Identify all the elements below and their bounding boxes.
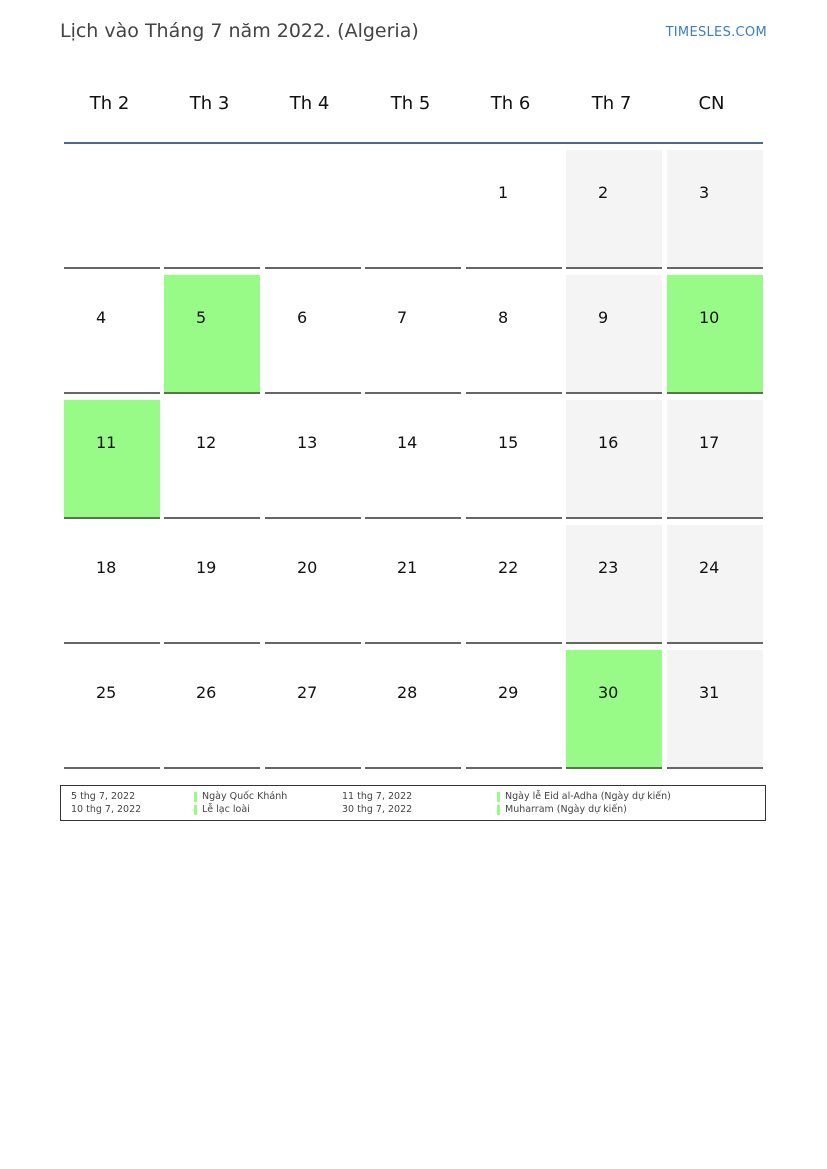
legend-color-swatch bbox=[194, 792, 197, 802]
calendar-day-cell[interactable] bbox=[466, 150, 562, 269]
day-number: 16 bbox=[598, 433, 619, 452]
calendar-day-cell[interactable] bbox=[164, 650, 260, 769]
calendar-day-cell[interactable] bbox=[566, 275, 662, 394]
day-number: 10 bbox=[699, 308, 720, 327]
legend-holiday-name bbox=[497, 804, 627, 815]
holiday-legend bbox=[60, 785, 766, 821]
calendar-day-cell[interactable] bbox=[566, 400, 662, 519]
weekday-sat: Th 7 bbox=[591, 93, 632, 114]
day-number: 20 bbox=[297, 558, 318, 577]
weekday-wed: Th 4 bbox=[289, 93, 330, 114]
calendar-empty-cell bbox=[365, 150, 461, 269]
calendar-day-cell[interactable] bbox=[466, 275, 562, 394]
legend-holiday-label: Ngày Quốc Khánh bbox=[202, 791, 288, 802]
legend-holiday-name bbox=[194, 804, 250, 815]
weekday-sun: CN bbox=[698, 93, 725, 114]
day-number: 27 bbox=[297, 683, 318, 702]
day-number: 24 bbox=[699, 558, 720, 577]
calendar-day-cell[interactable] bbox=[265, 525, 361, 644]
calendar-day-cell[interactable] bbox=[365, 650, 461, 769]
calendar-holiday-cell[interactable] bbox=[667, 275, 763, 394]
calendar-day-cell[interactable] bbox=[566, 525, 662, 644]
legend-holiday-name bbox=[497, 791, 671, 802]
calendar-holiday-cell[interactable] bbox=[566, 650, 662, 769]
day-number: 31 bbox=[699, 683, 720, 702]
weekday-tue: Th 3 bbox=[189, 93, 230, 114]
calendar-day-cell[interactable] bbox=[667, 400, 763, 519]
day-number: 5 bbox=[196, 308, 207, 327]
legend-holiday-label: Ngày lễ Eid al-Adha (Ngày dự kiến) bbox=[505, 791, 671, 802]
calendar-day-cell[interactable] bbox=[164, 525, 260, 644]
brand-link[interactable]: TIMESLES.COM bbox=[665, 25, 767, 40]
calendar-day-cell[interactable] bbox=[566, 150, 662, 269]
legend-holiday-name bbox=[194, 791, 287, 802]
day-number: 30 bbox=[598, 683, 619, 702]
day-number: 12 bbox=[196, 433, 217, 452]
day-number: 4 bbox=[96, 308, 107, 327]
calendar-day-cell[interactable] bbox=[265, 275, 361, 394]
calendar-day-cell[interactable] bbox=[667, 650, 763, 769]
calendar-day-cell[interactable] bbox=[466, 525, 562, 644]
day-number: 13 bbox=[297, 433, 318, 452]
calendar-day-cell[interactable] bbox=[265, 650, 361, 769]
day-number: 29 bbox=[498, 683, 519, 702]
day-number: 28 bbox=[397, 683, 418, 702]
calendar-day-cell[interactable] bbox=[667, 525, 763, 644]
day-number: 8 bbox=[498, 308, 509, 327]
day-number: 9 bbox=[598, 308, 609, 327]
legend-date: 11 thg 7, 2022 bbox=[342, 791, 413, 802]
day-number: 11 bbox=[96, 433, 117, 452]
day-number: 15 bbox=[498, 433, 519, 452]
legend-color-swatch bbox=[194, 805, 197, 815]
day-number: 25 bbox=[96, 683, 117, 702]
weekday-thu: Th 5 bbox=[390, 93, 431, 114]
calendar-day-cell[interactable] bbox=[64, 525, 160, 644]
day-number: 26 bbox=[196, 683, 217, 702]
day-number: 18 bbox=[96, 558, 117, 577]
legend-color-swatch bbox=[497, 792, 500, 802]
calendar-day-cell[interactable] bbox=[466, 650, 562, 769]
calendar-day-cell[interactable] bbox=[466, 400, 562, 519]
calendar-day-cell[interactable] bbox=[667, 150, 763, 269]
calendar-empty-cell bbox=[265, 150, 361, 269]
calendar-day-cell[interactable] bbox=[64, 275, 160, 394]
calendar-day-cell[interactable] bbox=[64, 650, 160, 769]
day-number: 2 bbox=[598, 183, 609, 202]
legend-holiday-label: Lễ lạc loài bbox=[202, 804, 250, 815]
calendar-day-cell[interactable] bbox=[164, 400, 260, 519]
day-number: 22 bbox=[498, 558, 519, 577]
calendar-holiday-cell[interactable] bbox=[164, 275, 260, 394]
page-title: Lịch vào Tháng 7 năm 2022. (Algeria) bbox=[60, 20, 419, 42]
day-number: 19 bbox=[196, 558, 217, 577]
calendar-empty-cell bbox=[64, 150, 160, 269]
day-number: 6 bbox=[297, 308, 308, 327]
day-number: 3 bbox=[699, 183, 710, 202]
weekday-fri: Th 6 bbox=[490, 93, 531, 114]
legend-color-swatch bbox=[497, 805, 500, 815]
day-number: 7 bbox=[397, 308, 408, 327]
weekday-mon: Th 2 bbox=[89, 93, 130, 114]
day-number: 1 bbox=[498, 183, 509, 202]
calendar-day-cell[interactable] bbox=[365, 525, 461, 644]
day-number: 17 bbox=[699, 433, 720, 452]
legend-date: 30 thg 7, 2022 bbox=[342, 804, 413, 815]
calendar-day-cell[interactable] bbox=[365, 400, 461, 519]
legend-date: 10 thg 7, 2022 bbox=[71, 804, 142, 815]
day-number: 14 bbox=[397, 433, 418, 452]
calendar-empty-cell bbox=[164, 150, 260, 269]
calendar-holiday-cell[interactable] bbox=[64, 400, 160, 519]
day-number: 21 bbox=[397, 558, 418, 577]
day-number: 23 bbox=[598, 558, 619, 577]
calendar-day-cell[interactable] bbox=[365, 275, 461, 394]
calendar-day-cell[interactable] bbox=[265, 400, 361, 519]
legend-holiday-label: Muharram (Ngày dự kiến) bbox=[505, 804, 627, 815]
legend-date: 5 thg 7, 2022 bbox=[71, 791, 136, 802]
